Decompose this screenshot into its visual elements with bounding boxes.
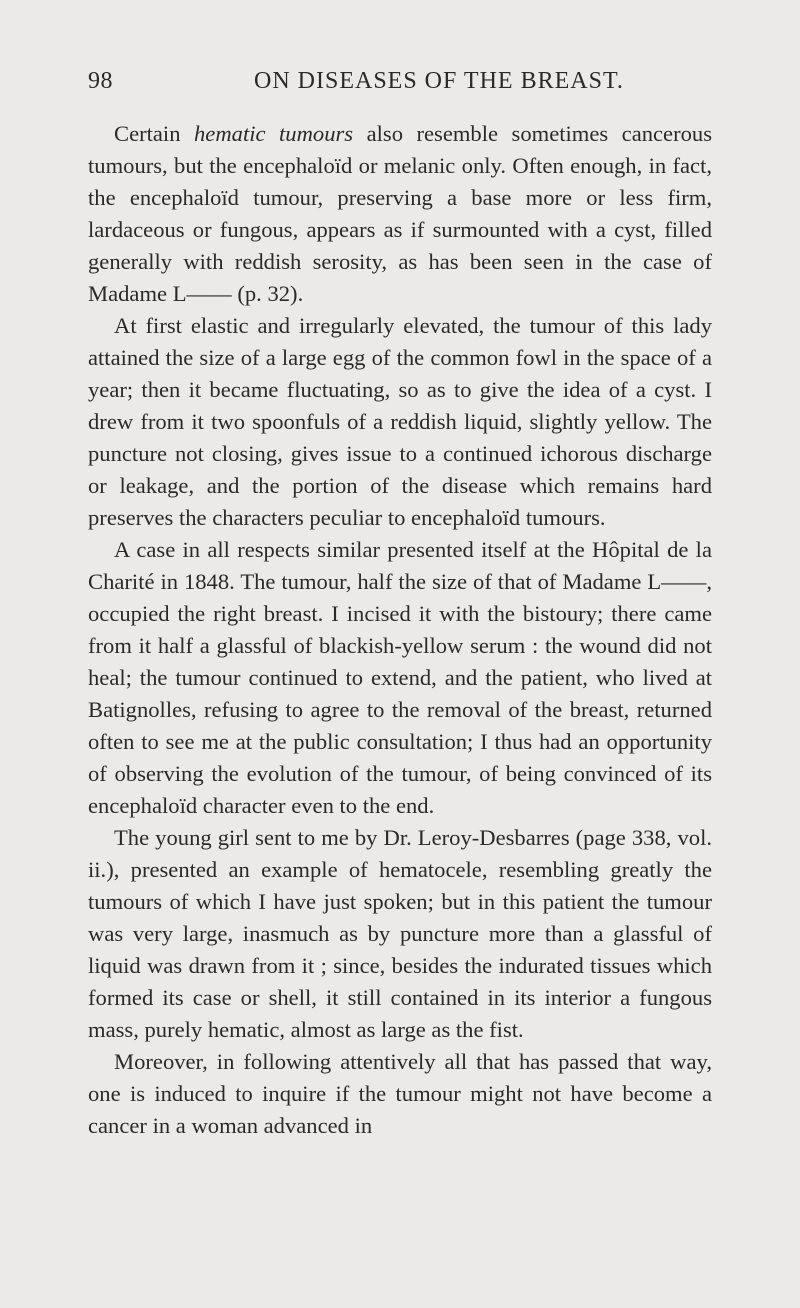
running-title: ON DISEASES OF THE BREAST.: [254, 68, 624, 94]
running-head: [88, 68, 712, 106]
page-number: 98: [88, 68, 113, 94]
paragraph-1-lead: Certain: [114, 121, 194, 146]
paragraph-2: At first elastic and irregularly elevated, the tumour of this lady attained the size of a large egg of the common fowl in the space of a year; then it became fluctuating, so as to give the idea of a cyst. I drew from it two spoonfuls of a reddish liquid, slightly yellow. The puncture not closing, gives issue to a continued ichorous discharge or leakage, and the portion of the disease which remains hard preserves the characters peculiar to encephaloïd tumours.: [88, 313, 712, 530]
paragraph-4: The young girl sent to me by Dr. Leroy-Desbarres (page 338, vol. ii.), presented an example of hematocele, resembling greatly the tumours of which I have just spoken; but in this patient the tumour was very large, inasmuch as by puncture more than a glassful of liquid was drawn from it ; since, besides the indurated tissues which formed its case or shell, it still contained in its interior a fungous mass, purely hematic, almost as large as the fist.: [88, 825, 712, 1042]
paragraph-5: Moreover, in following attentively all that has passed that way, one is induced to inquire if the tumour might not have become a cancer in a woman advanced in: [88, 1049, 712, 1138]
body-text: [88, 118, 712, 1142]
paragraph-1-rest: also resemble sometimes cancerous tumours, but the encephaloïd or melanic only. Often enough, in fact, the encephaloïd tumour, preserving a base more or less firm, lardaceous or fungous, appears as if surmounted with a cyst, filled generally with reddish serosity, as has been seen in the case of Madame L—— (p. 32).: [88, 121, 712, 306]
italic-phrase: hematic tumours: [194, 121, 354, 146]
paragraph-3: A case in all respects similar presented itself at the Hôpital de la Charité in 1848. The tumour, half the size of that of Madame L——, occupied the right breast. I incised it with the bistoury; there came from it half a glassful of blackish-yellow serum : the wound did not heal; the tumour continued to extend, and the patient, who lived at Batignolles, refusing to agree to the removal of the breast, returned often to see me at the public consultation; I thus had an opportunity of observing the evolution of the tumour, of being convinced of its encephaloïd character even to the end.: [88, 537, 712, 818]
paragraph-1: [88, 118, 712, 310]
